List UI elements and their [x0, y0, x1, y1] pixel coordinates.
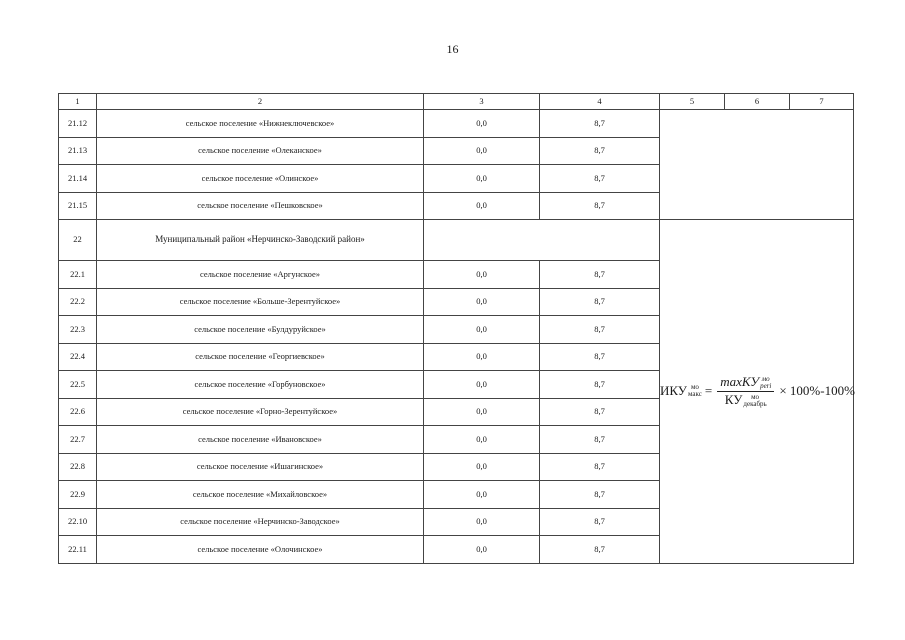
row-number: 22.3: [59, 316, 97, 344]
settlement-name: сельское поселение «Олочинское»: [97, 536, 424, 564]
settlement-name: сельское поселение «Пешковское»: [97, 192, 424, 220]
settlement-name: сельское поселение «Михайловское»: [97, 481, 424, 509]
settlement-name: сельское поселение «Горбуновское»: [97, 371, 424, 399]
value-col4: 8,7: [540, 343, 660, 371]
row-number: 21.14: [59, 165, 97, 193]
value-col4: 8,7: [540, 371, 660, 399]
value-col3: 0,0: [424, 343, 540, 371]
tariff-table: [58, 93, 854, 564]
value-col3: 0,0: [424, 110, 540, 138]
formula-numerator: [717, 375, 774, 392]
empty-cell: [424, 220, 660, 261]
value-col4: 8,7: [540, 426, 660, 454]
formula-denominator: [725, 392, 767, 408]
formula-lhs: ИКУ: [660, 383, 688, 399]
formula-lhs-sub: макс: [688, 390, 702, 399]
header-cell: 1: [59, 94, 97, 110]
value-col4: 8,7: [540, 508, 660, 536]
value-col3: 0,0: [424, 481, 540, 509]
value-col3: 0,0: [424, 261, 540, 289]
row-number: 22.8: [59, 453, 97, 481]
value-col4: 8,7: [540, 453, 660, 481]
value-col3: 0,0: [424, 288, 540, 316]
value-col4: 8,7: [540, 316, 660, 344]
table-row: [59, 110, 854, 138]
district-name: Муниципальный район «Нерчинско-Заводский район»: [97, 220, 424, 261]
row-number: 22.11: [59, 536, 97, 564]
value-col4: 8,7: [540, 110, 660, 138]
value-col4: 8,7: [540, 192, 660, 220]
header-cell: 4: [540, 94, 660, 110]
row-number: 22.9: [59, 481, 97, 509]
row-number: 22.2: [59, 288, 97, 316]
settlement-name: сельское поселение «Олинское»: [97, 165, 424, 193]
settlement-name: сельское поселение «Ивановское»: [97, 426, 424, 454]
formula-den-sub: декабрь: [743, 399, 767, 408]
value-col3: 0,0: [424, 508, 540, 536]
district-row: [59, 220, 854, 261]
value-col4: 8,7: [540, 481, 660, 509]
value-col4: 8,7: [540, 536, 660, 564]
settlement-name: сельское поселение «Ишагинское»: [97, 453, 424, 481]
value-col3: 0,0: [424, 137, 540, 165]
value-col3: 0,0: [424, 398, 540, 426]
formula-tail: × 100%-100%: [779, 383, 855, 399]
header-cell: 7: [790, 94, 854, 110]
row-number: 21.15: [59, 192, 97, 220]
header-cell: 2: [97, 94, 424, 110]
header-cell: 3: [424, 94, 540, 110]
formula-num-sub: peri: [760, 381, 772, 390]
value-col3: 0,0: [424, 192, 540, 220]
settlement-name: сельское поселение «Георгиевское»: [97, 343, 424, 371]
value-col4: 8,7: [540, 165, 660, 193]
formula-num-indices: [760, 376, 771, 390]
value-col3: 0,0: [424, 426, 540, 454]
settlement-name: сельское поселение «Больше-Зерентуйское»: [97, 288, 424, 316]
row-number: 22.7: [59, 426, 97, 454]
row-number: 22.10: [59, 508, 97, 536]
value-col3: 0,0: [424, 165, 540, 193]
formula-den-sup: мо: [751, 392, 760, 401]
formula: [660, 375, 855, 408]
formula-num-sup: мо: [761, 374, 770, 383]
formula-lhs-indices: [688, 384, 702, 398]
row-number: 21.13: [59, 137, 97, 165]
value-col4: 8,7: [540, 137, 660, 165]
row-number: 22.6: [59, 398, 97, 426]
formula-cell: [660, 220, 854, 564]
header-row: [59, 94, 854, 110]
settlement-name: сельское поселение «Нерчинско-Заводское»: [97, 508, 424, 536]
page-number: 16: [446, 42, 459, 56]
row-number: 22.1: [59, 261, 97, 289]
settlement-name: сельское поселение «Горно-Зерентуйское»: [97, 398, 424, 426]
row-number: 22.5: [59, 371, 97, 399]
row-number: 22.4: [59, 343, 97, 371]
row-number: 21.12: [59, 110, 97, 138]
value-col3: 0,0: [424, 453, 540, 481]
formula-den-text: КУ: [724, 391, 743, 407]
header-cell: 6: [725, 94, 790, 110]
header-cell: 5: [660, 94, 725, 110]
value-col3: 0,0: [424, 371, 540, 399]
formula-equals: =: [704, 383, 713, 399]
formula-fraction: [717, 375, 774, 408]
value-col4: 8,7: [540, 288, 660, 316]
value-col3: 0,0: [424, 316, 540, 344]
value-col3: 0,0: [424, 536, 540, 564]
empty-merged-cell: [660, 110, 854, 220]
value-col4: 8,7: [540, 261, 660, 289]
formula-lhs-sup: мо: [690, 383, 699, 392]
value-col4: 8,7: [540, 398, 660, 426]
formula-num-text: maxКУ: [720, 373, 760, 389]
settlement-name: сельское поселение «Нижнеключевское»: [97, 110, 424, 138]
formula-den-indices: [743, 394, 766, 408]
settlement-name: сельское поселение «Аргунское»: [97, 261, 424, 289]
settlement-name: сельское поселение «Булдуруйское»: [97, 316, 424, 344]
row-number: 22: [59, 220, 97, 261]
settlement-name: сельское поселение «Олеканское»: [97, 137, 424, 165]
